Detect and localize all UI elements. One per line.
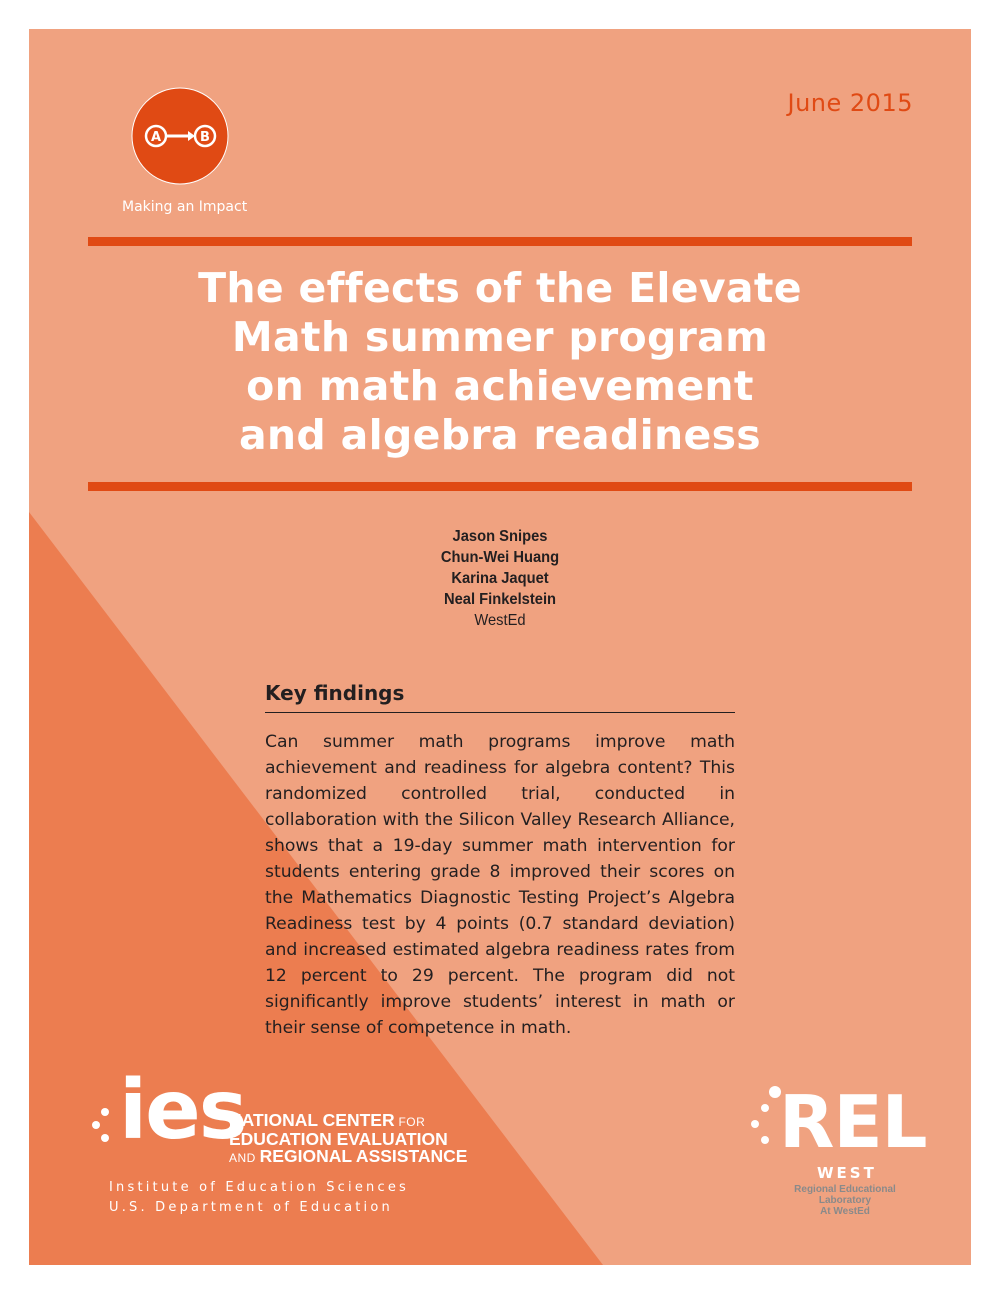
rel-west-logo	[745, 1080, 927, 1217]
report-cover	[29, 29, 971, 1265]
rel-subtitle	[775, 1184, 915, 1217]
author-affiliation: WestEd	[474, 612, 526, 629]
ies-name-bold: REGIONAL ASSISTANCE	[259, 1146, 468, 1166]
key-findings-body: Can summer math programs improve math achievement and readiness for algebra content? This randomized controlled trial, conducted in collaboration with the Silicon Valley Research Alliance, shows that a 19-day summer math intervention for students entering grade 8 improved their scores on the Mathematics Diagnostic Testing Project’s Algebra Readiness test by 4 points (0.7 standard deviation) and increased estimated algebra readiness rates from 12 percent to 29 percent. The program did not significantly improve students’ interest in math or their sense of competence in math.	[265, 732, 735, 1038]
svg-text:B: B	[200, 130, 210, 145]
a-to-b-icon	[131, 87, 229, 185]
rel-region: WEST	[817, 1164, 877, 1182]
title-line: The effects of the Elevate	[198, 264, 802, 312]
ies-department: U.S. Department of Education	[109, 1200, 393, 1215]
publication-date: June 2015	[787, 89, 913, 117]
svg-text:A: A	[150, 130, 162, 145]
title-line: on math achievement	[246, 362, 754, 410]
title-top-rule	[88, 237, 912, 246]
report-title	[88, 264, 912, 460]
ies-name-line: EDUCATION EVALUATION	[229, 1129, 448, 1149]
key-findings-rule	[265, 712, 735, 713]
author-name: Jason Snipes	[452, 528, 548, 545]
title-bottom-rule	[88, 482, 912, 491]
rel-subtitle-line: Regional Educational Laboratory	[794, 1184, 896, 1206]
ies-name-small: AND	[229, 1151, 260, 1165]
ies-name-line	[229, 1148, 489, 1167]
ies-wordmark: ies	[119, 1063, 246, 1158]
author-name: Neal Finkelstein	[443, 591, 557, 608]
rel-subtitle-line: At WestEd	[820, 1206, 870, 1217]
key-findings-heading: Key findings	[265, 681, 405, 705]
author-name: Chun-Wei Huang	[440, 549, 560, 566]
title-line: Math summer program	[231, 313, 769, 361]
ies-center-name	[229, 1112, 489, 1167]
author-list	[350, 526, 650, 631]
author-name: Karina Jaquet	[451, 570, 549, 587]
ies-name-small: FOR	[394, 1115, 426, 1129]
series-label: Making an Impact	[122, 199, 248, 215]
ies-name-bold: NATIONAL CENTER	[229, 1110, 395, 1130]
title-line: and algebra readiness	[238, 411, 762, 459]
rel-wordmark: REL	[779, 1080, 927, 1164]
ies-institute: Institute of Education Sciences	[109, 1180, 410, 1195]
